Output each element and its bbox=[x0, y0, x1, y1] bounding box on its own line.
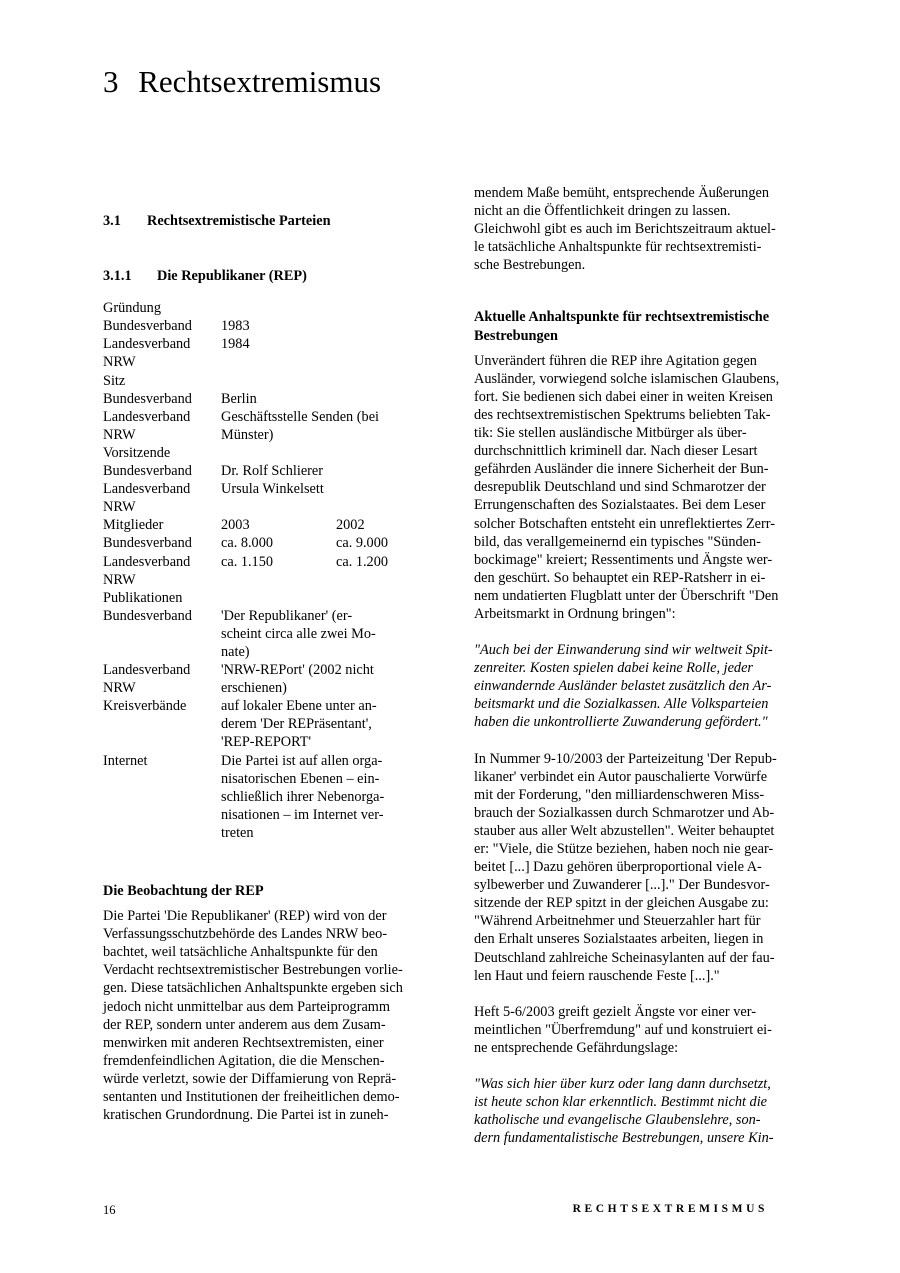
heading-line: Bestrebungen bbox=[474, 327, 558, 344]
text-line: In Nummer 9-10/2003 der Parteizeitung 'Der Repub- bbox=[474, 750, 777, 767]
quote-1 bbox=[474, 641, 800, 731]
table-label: Bundesverband bbox=[103, 318, 192, 335]
text-line: würde verletzt, sowie der Diffamierung von Reprä- bbox=[103, 1070, 397, 1087]
subsection-title: Die Republikaner (REP) bbox=[157, 268, 307, 285]
section-heading bbox=[103, 212, 425, 230]
table-value: 1984 bbox=[221, 336, 250, 353]
anhaltspunkte-heading bbox=[474, 308, 800, 344]
text-line: des rechtsextremistischen Spektrums beliebten Tak- bbox=[474, 406, 771, 423]
table-value: scheint circa alle zwei Mo- bbox=[221, 625, 376, 642]
paragraph-2 bbox=[474, 750, 800, 985]
paragraph-3 bbox=[474, 1003, 800, 1057]
text-line: Gleichwohl gibt es auch im Berichtszeitraum aktuel- bbox=[474, 221, 776, 238]
text-line: sche Bestrebungen. bbox=[474, 257, 586, 274]
table-label: Landesverband bbox=[103, 336, 191, 353]
table-value: erschienen) bbox=[221, 680, 287, 697]
text-line: bachtet, weil tatsächliche Anhaltspunkte für den bbox=[103, 944, 378, 961]
table-value: 1983 bbox=[221, 318, 250, 335]
text-line: solcher Botschaften entsteht ein unreflektiertes Zerr- bbox=[474, 515, 776, 532]
table-label: Gründung bbox=[103, 300, 161, 317]
heading-line: Aktuelle Anhaltspunkte für rechtsextremistische bbox=[474, 309, 770, 326]
text-line: stauber aus aller Welt abzustellen". Weiter behauptet bbox=[474, 822, 775, 839]
table-label: Landesverband bbox=[103, 662, 191, 679]
text-line: zenreiter. Kosten spielen dabei keine Rolle, jeder bbox=[474, 660, 753, 677]
table-value: 'REP-REPORT' bbox=[221, 734, 312, 751]
text-line: Verfassungsschutzbehörde des Landes NRW beo- bbox=[103, 926, 388, 943]
table-value: treten bbox=[221, 824, 254, 841]
text-line: len Haut und feiern rauschende Feste [...]." bbox=[474, 967, 720, 984]
text-line: Heft 5-6/2003 greift gezielt Ängste vor einer ver- bbox=[474, 1003, 756, 1020]
table-value: ca. 8.000 bbox=[221, 535, 274, 552]
table-label: NRW bbox=[103, 354, 136, 371]
text-line: kratischen Grundordnung. Die Partei ist in zuneh- bbox=[103, 1107, 389, 1124]
table-label: Vorsitzende bbox=[103, 444, 171, 461]
party-facts-table bbox=[103, 299, 425, 842]
text-line: der REP, sondern unter anderem aus dem Zusam- bbox=[103, 1016, 386, 1033]
text-line: beitsmarkt und die Sozialkassen. Alle Volksparteien bbox=[474, 696, 769, 713]
text-line: sentanten und Institutionen der freiheitlichen demo- bbox=[103, 1089, 400, 1106]
table-value: 'NRW-REPort' (2002 nicht bbox=[221, 662, 374, 679]
table-value: derem 'Der REPräsentant', bbox=[221, 716, 372, 733]
text-line: er: "Viele, die Stütze beziehen, haben noch nie gear- bbox=[474, 841, 774, 857]
text-line: den geschürt. So behauptet ein REP-Ratsherr in ei- bbox=[474, 569, 766, 586]
table-value: nisatorischen Ebenen – ein- bbox=[221, 770, 380, 787]
text-line: gen. Diese tatsächlichen Anhaltspunkte ergeben sich bbox=[103, 980, 403, 997]
table-label: Bundesverband bbox=[103, 463, 192, 480]
quote-2 bbox=[474, 1075, 800, 1147]
text-line: Errungenschaften des Sozialstaates. Bei dem Leser bbox=[474, 497, 766, 514]
table-header: 2003 bbox=[221, 517, 250, 534]
text-line: meintlichen "Überfremdung" auf und konstruiert ei- bbox=[474, 1021, 772, 1038]
table-value: Ursula Winkelsett bbox=[221, 481, 324, 498]
table-value: ca. 1.150 bbox=[221, 553, 274, 570]
table-label: Mitglieder bbox=[103, 517, 164, 534]
beobachtung-paragraph bbox=[103, 907, 425, 1124]
table-value: ca. 9.000 bbox=[336, 535, 389, 552]
text-line: fremdenfeindlichen Agitation, die die Menschen- bbox=[103, 1052, 385, 1069]
table-value: Geschäftsstelle Senden (bei bbox=[221, 408, 380, 425]
left-column bbox=[103, 212, 425, 1124]
table-value: Berlin bbox=[221, 390, 257, 407]
chapter-heading bbox=[103, 62, 381, 102]
chapter-title: Rechtsextremismus bbox=[138, 64, 382, 99]
text-line: Arbeitsmarkt in Ordnung bringen": bbox=[474, 605, 676, 622]
text-line: Unverändert führen die REP ihre Agitation gegen bbox=[474, 352, 757, 369]
text-line: Ausländer, vorwiegend solche islamischen Glaubens, bbox=[474, 370, 780, 387]
text-line: "Während Arbeitnehmer und Steuerzahler hart für bbox=[474, 913, 761, 930]
continuation-paragraph bbox=[474, 184, 800, 274]
text-line: tik: Sie stellen ausländische Mitbürger als über- bbox=[474, 425, 747, 442]
table-label: Sitz bbox=[103, 372, 126, 389]
table-value: nisationen – im Internet ver- bbox=[221, 806, 384, 823]
table-value: Die Partei ist auf allen orga- bbox=[221, 752, 383, 769]
table-label: NRW bbox=[103, 571, 136, 588]
subsection-heading bbox=[103, 267, 425, 285]
page-number: 16 bbox=[103, 1203, 116, 1217]
text-line: nem undatierten Flugblatt unter der Überschrift "Den bbox=[474, 587, 779, 604]
text-line: jedoch nicht unmittelbar aus dem Parteiprogramm bbox=[103, 998, 391, 1015]
section-number: 3.1 bbox=[103, 213, 121, 229]
text-line: katholische und evangelische Glaubenslehre, son- bbox=[474, 1112, 761, 1129]
text-line: bockimage" kreiert; Ressentiments und Ängste wer- bbox=[474, 551, 773, 568]
text-line: durchschnittlich kriminell dar. Nach dieser Lesart bbox=[474, 443, 758, 460]
text-line: sylbewerber und Zuwanderer [...]." Der Bundesvor- bbox=[474, 877, 770, 894]
text-line: likaner' verbindet ein Autor pauschalierte Vorwürfe bbox=[474, 768, 768, 785]
table-value: nate) bbox=[221, 643, 250, 660]
table-label: Kreisverbände bbox=[103, 698, 187, 715]
text-line: fort. Sie bedienen sich dabei einer in weiten Kreisen bbox=[474, 388, 773, 405]
text-line: "Was sich hier über kurz oder lang dann durchsetzt, bbox=[474, 1076, 771, 1093]
text-line: menwirken mit anderen Rechtsextremisten, einer bbox=[103, 1034, 384, 1051]
table-value: schließlich ihrer Nebenorga- bbox=[221, 788, 385, 805]
text-line: Deutschland zahlreiche Scheinasylanten auf der fau- bbox=[474, 949, 775, 966]
paragraph-1 bbox=[474, 352, 800, 623]
table-label: Landesverband bbox=[103, 481, 191, 498]
text-line: haben die unkontrollierte Zuwanderung gefördert." bbox=[474, 714, 768, 731]
chapter-number: 3 bbox=[103, 64, 119, 99]
beobachtung-heading: Die Beobachtung der REP bbox=[103, 883, 264, 899]
section-title: Rechtsextremistische Parteien bbox=[147, 213, 331, 229]
text-line: ne entsprechende Gefährdungslage: bbox=[474, 1039, 679, 1056]
text-line: Verdacht rechtsextremistischer Bestrebungen vorlie- bbox=[103, 962, 403, 979]
table-label: NRW bbox=[103, 680, 136, 697]
text-line: gefährden Ausländer die innere Sicherheit der Bun- bbox=[474, 461, 769, 478]
table-label: Internet bbox=[103, 752, 148, 769]
text-line: "Auch bei der Einwanderung sind wir weltweit Spit- bbox=[474, 642, 773, 659]
table-label: Landesverband bbox=[103, 553, 191, 570]
table-value: ca. 1.200 bbox=[336, 553, 389, 570]
text-line: Die Partei 'Die Republikaner' (REP) wird von der bbox=[103, 908, 387, 925]
table-label: NRW bbox=[103, 426, 136, 443]
text-line: desrepublik Deutschland und sind Schmarotzer der bbox=[474, 479, 766, 496]
table-value: Dr. Rolf Schlierer bbox=[221, 463, 324, 480]
text-line: einwandernde Ausländer belastet zusätzlich den Ar- bbox=[474, 678, 772, 695]
table-label: Publikationen bbox=[103, 589, 183, 606]
right-column bbox=[474, 184, 800, 1147]
table-value: Münster) bbox=[221, 426, 274, 443]
running-title: RECHTSEXTREMISMUS bbox=[572, 1203, 768, 1215]
text-line: nicht an die Öffentlichkeit dringen zu lassen. bbox=[474, 203, 731, 220]
text-line: le tatsächliche Anhaltspunkte für rechtsextremisti- bbox=[474, 239, 762, 256]
table-label: NRW bbox=[103, 499, 136, 516]
subsection-number: 3.1.1 bbox=[103, 268, 132, 285]
table-header: 2002 bbox=[336, 517, 365, 534]
text-line: ist heute schon klar erkenntlich. Bestimmt nicht die bbox=[474, 1094, 768, 1111]
table-value: auf lokaler Ebene unter an- bbox=[221, 698, 377, 715]
text-line: den Erhalt unseres Sozialstaates arbeiten, liegen in bbox=[474, 931, 764, 948]
table-label: Bundesverband bbox=[103, 535, 192, 552]
text-line: dern fundamentalistische Bestrebungen, unsere Kin- bbox=[474, 1130, 774, 1147]
table-label: Bundesverband bbox=[103, 390, 192, 407]
text-line: mit der Forderung, "den milliardenschweren Miss- bbox=[474, 786, 765, 803]
text-line: beitet [...] Dazu gehören überproportional viele A- bbox=[474, 859, 762, 876]
table-label: Bundesverband bbox=[103, 607, 192, 624]
table-value: 'Der Republikaner' (er- bbox=[221, 607, 353, 624]
text-line: mendem Maße bemüht, entsprechende Äußerungen bbox=[474, 185, 769, 201]
text-line: brauch der Sozialkassen durch Schmarotzer und Ab- bbox=[474, 804, 775, 821]
table-label: Landesverband bbox=[103, 408, 191, 425]
text-line: sitzende der REP spitzt in der gleichen Ausgabe zu: bbox=[474, 895, 769, 912]
text-line: bild, das verallgemeinernd ein typisches "Sünden- bbox=[474, 533, 761, 550]
